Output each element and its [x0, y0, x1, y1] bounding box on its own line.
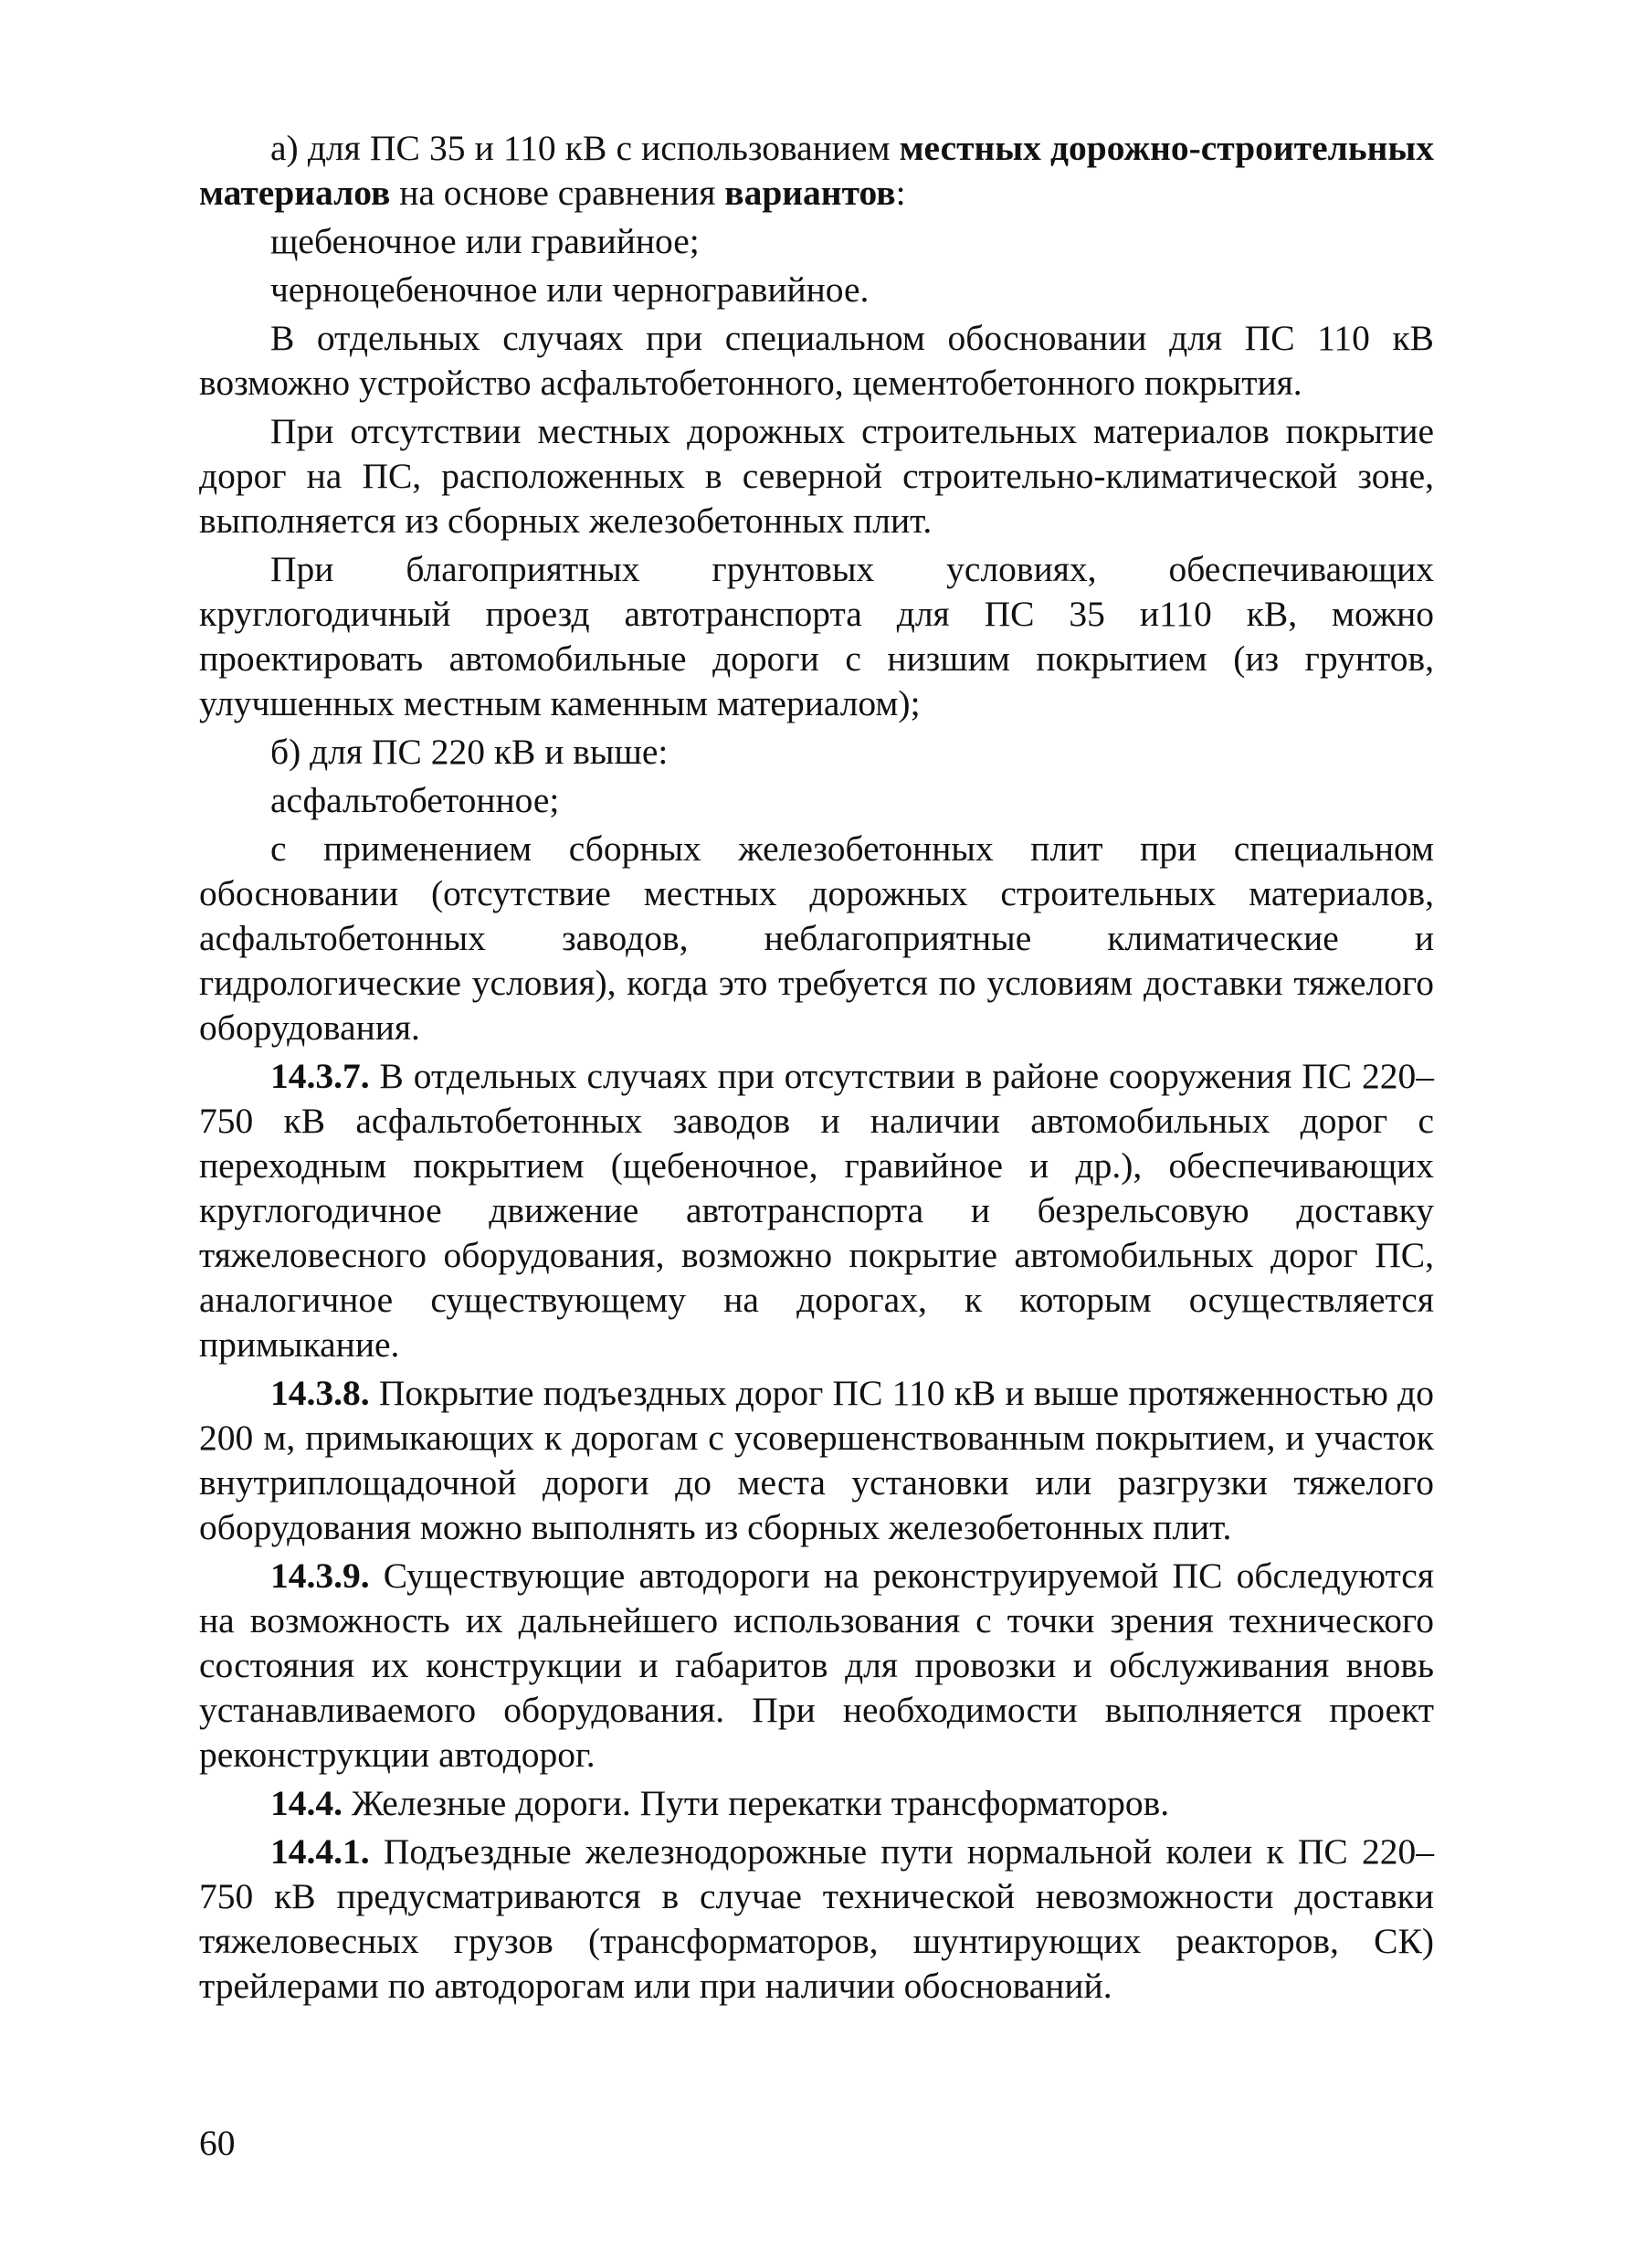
section-14-3-8 — [199, 1371, 1434, 1550]
paragraph-special-cases — [199, 316, 1434, 406]
bold-text: местных дорожно-строительных материалов — [199, 128, 1434, 213]
paragraph-a-item — [199, 126, 1434, 216]
paragraph-b-item — [199, 730, 1434, 775]
paragraph-text: : — [895, 173, 906, 213]
paragraph-text: При благоприятных грунтовых условиях, обеспечивающих круглогодичный проезд автотранспорта для ПС 35 и110 кВ, можно проектировать автомобильные дороги с низшим покрытием (из грунтов, улучшенных местным каменным материалом); — [199, 549, 1434, 723]
paragraph-text: В отдельных случаях при отсутствии в районе сооружения ПС 220–750 кВ асфальтобетонных заводов и наличии автомобильных дорог с переходным покрытием (щебеночное, гравийное и др.), обеспечивающих круглогодичное движение автотранспорта и безрельсовую доставку тяжеловесного оборудования, возможно покрытие автомобильных дорог ПС, аналогичное существующему на дорогах, к которым осуществляется примыкание. — [199, 1056, 1434, 1365]
section-14-3-9 — [199, 1554, 1434, 1777]
list-item-gravel — [199, 219, 1434, 264]
section-number: 14.3.9. — [270, 1556, 370, 1596]
paragraph-north-zone — [199, 409, 1434, 543]
section-number: 14.3.7. — [270, 1056, 370, 1096]
paragraph-text: Покрытие подъездных дорог ПС 110 кВ и выше протяженностью до 200 м, примыкающих к дорогам с усовершенствованным покрытием, и участок внутриплощадочной дороги до места установки или разгрузки тяжелого оборудования можно выполнять из сборных железобетонных плит. — [199, 1373, 1434, 1547]
paragraph-prefab-slabs — [199, 827, 1434, 1050]
paragraph-text: черноцебеночное или черногравийное. — [270, 269, 870, 310]
paragraph-text: на основе сравнения — [390, 173, 725, 213]
paragraph-text: асфальтобетонное; — [270, 780, 560, 820]
paragraph-text: При отсутствии местных дорожных строительных материалов покрытие дорог на ПС, расположенных в северной строительно-климатической зоне, выполняется из сборных железобетонных плит. — [199, 411, 1434, 541]
section-14-4-1 — [199, 1830, 1434, 2009]
bold-text: вариантов — [724, 173, 896, 213]
paragraph-text: с применением сборных железобетонных плит при специальном обосновании (отсутствие местных дорожных строительных материалов, асфальтобетонных заводов, неблагоприятные климатические и гидрологические условия), когда это требуется по условиям доставки тяжелого оборудования. — [199, 828, 1434, 1048]
paragraph-soil-conditions — [199, 547, 1434, 726]
paragraph-text: б) для ПС 220 кВ и выше: — [270, 732, 669, 772]
paragraph-text: Подъездные железнодорожные пути нормальной колеи к ПС 220–750 кВ предусматриваются в случае технической невозможности доставки тяжеловесных грузов (трансформаторов, шунтирующих реакторов, СК) трейлерами по автодорогам или при наличии обоснований. — [199, 1831, 1434, 2006]
section-number: 14.3.8. — [270, 1373, 370, 1413]
paragraph-text: В отдельных случаях при специальном обосновании для ПС 110 кВ возможно устройство асфальтобетонного, цементобетонного покрытия. — [199, 318, 1434, 403]
paragraph-text: Железные дороги. Пути перекатки трансформаторов. — [343, 1783, 1170, 1823]
section-number: 14.4.1. — [270, 1831, 370, 1872]
list-item-asphalt — [199, 778, 1434, 823]
paragraph-text: Существующие автодороги на реконструируемой ПС обследуются на возможность их дальнейшего использования с точки зрения технического состояния их конструкции и габаритов для провозки и обслуживания вновь устанавливаемого оборудования. При необходимости выполняется проект реконструкции автодорог. — [199, 1556, 1434, 1775]
paragraph-text: а) для ПС 35 и 110 кВ с использованием — [270, 128, 900, 168]
section-14-4 — [199, 1781, 1434, 1826]
paragraph-text: щебеночное или гравийное; — [270, 221, 700, 261]
page-number: 60 — [199, 2123, 236, 2163]
section-14-3-7 — [199, 1054, 1434, 1367]
section-number: 14.4. — [270, 1783, 343, 1823]
page-body — [199, 126, 1434, 2012]
list-item-black-gravel — [199, 268, 1434, 312]
